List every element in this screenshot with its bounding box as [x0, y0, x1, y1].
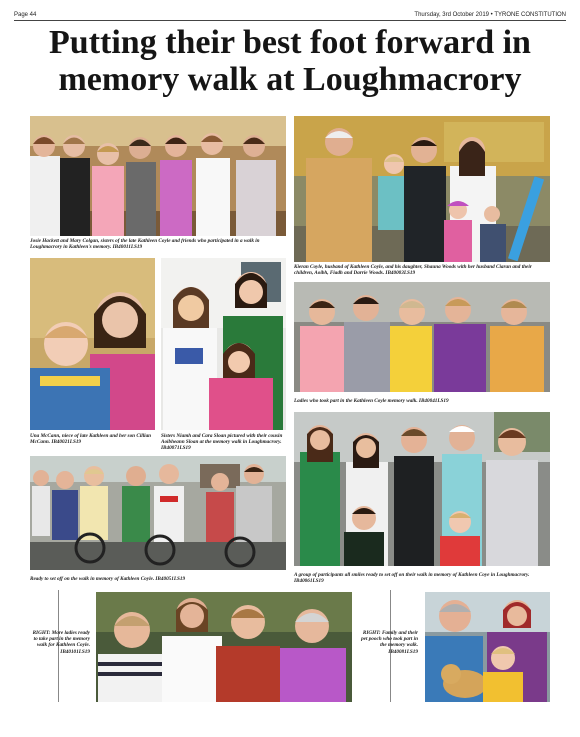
caption-coyle-family: Kieran Coyle, husband of Kathleen Coyle, and his daughter, Shauna Woods with her husband Ciaran and their children, Aoibh, Fiadh and Darrie Woods. IB40003LS19 [294, 264, 532, 277]
photo-ready-set-off [30, 456, 286, 570]
caption-group-participants: A group of participants all smiles ready to set off on their walk in memory of Kathleen Coye in Loughmacrory. IB40061LS19 [294, 572, 530, 585]
page-number: Page 44 [14, 12, 37, 18]
headline: Putting their best foot forward in memory walk at Loughmacrory [49, 24, 531, 98]
caption-women-group: Josie Hackett and Mary Colgan, sisters of the late Kathleen Coyle and friends who participated in a walk in Loughmacrory in Kathleen's memory. IB40011LS19 [30, 238, 260, 251]
caption-more-ladies: RIGHT: More ladies ready to take part in the memory walk for Kathleen Coyle. IB40101LS19 [32, 630, 90, 655]
caption-family-pooch: RIGHT: Family and their pet pooch who took part in the memory walk. IB40081LS19 [361, 630, 418, 655]
header-rule [14, 20, 566, 21]
caption-ready-set-off: Ready to set off on the walk in memory of Kathleen Coyle. IB40051LS19 [30, 576, 186, 582]
photo-women-group [30, 116, 286, 236]
caption-sloan-sisters: Sisters Niamh and Cara Sloan pictured with their cousin Aoibheann Sloan at the memory walk in Loughmacrory. IB40071LS19 [161, 433, 283, 452]
issue-header: Thursday, 3rd October 2019 • TYRONE CONSTITUTION [414, 12, 566, 18]
caption-ladies-walk: Ladies who took part in the Kathleen Coyle memory walk. IB40041LS19 [294, 398, 449, 404]
photo-sloan-sisters [161, 258, 286, 430]
photo-more-ladies [96, 592, 352, 702]
photo-group-participants [294, 412, 550, 566]
photo-family-pooch [425, 592, 550, 702]
photo-ladies-walk [294, 282, 550, 392]
photo-coyle-family [294, 116, 550, 262]
photo-una-cillian [30, 258, 155, 430]
caption-una-cillian: Una McCann, niece of late Kathleen and her son Cillian McCann. IB40021LS19 [30, 433, 152, 446]
